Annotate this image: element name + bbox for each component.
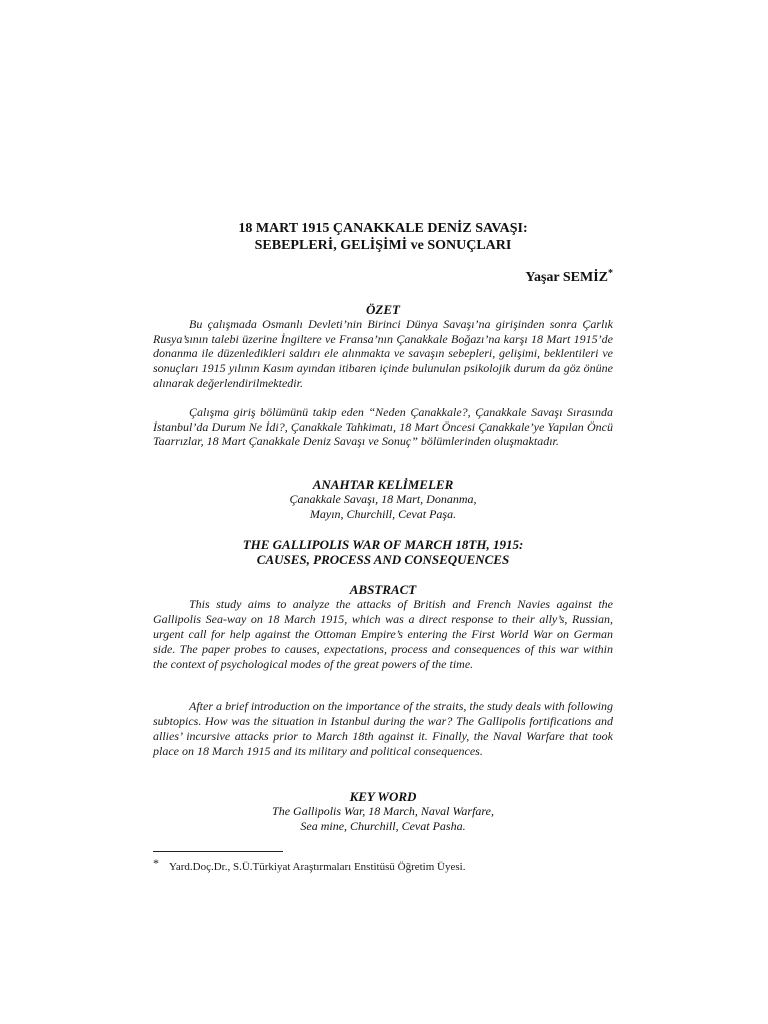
abstract-paragraph-2: After a brief introduction on the importance of the straits, the study deals with following subtopics. How was the situation in Istanbul during the war? The Gallipolis fortifications and allies’ incursive attacks prior to March 18th against it. Finally, the Naval Warfare that took place on 18 March 1915 and its military and political consequences. xyxy=(153,699,613,758)
footnote xyxy=(153,856,466,874)
english-title-line-2: CAUSES, PROCESS AND CONSEQUENCES xyxy=(256,552,510,567)
author-name: Yaşar SEMİZ xyxy=(525,270,608,285)
anahtar-line-2: Mayın, Churchill, Cevat Paşa. xyxy=(309,507,457,521)
title-line-2: SEBEPLERİ, GELİŞİMİ ve SONUÇLARI xyxy=(254,238,512,253)
footnote-mark: * xyxy=(153,856,159,870)
anahtar-heading: ANAHTAR KELİMELER xyxy=(312,477,454,492)
title-line-1: 18 MART 1915 ÇANAKKALE DENİZ SAVAŞI: xyxy=(238,221,528,236)
abstract-paragraph-1: This study aims to analyze the attacks of British and French Navies against the Gallipolis Sea-way on 18 March 1915, which was a direct response to their ally’s, Russian, urgent call for help against the Ottoman Empire’s entering the First World War on German side. The paper probes to causes, expectations, process and consequences of this war within the context of psychological modes of the great powers of the time. xyxy=(153,597,613,671)
author-footnote-mark: * xyxy=(608,268,613,279)
keyword-line-1: The Gallipolis War, 18 March, Naval Warfare, xyxy=(272,804,494,818)
ozet-heading: ÖZET xyxy=(366,302,400,317)
article-title xyxy=(153,220,613,254)
keyword-line-2: Sea mine, Churchill, Cevat Pasha. xyxy=(300,819,466,833)
english-title-line-1: THE GALLIPOLIS WAR OF MARCH 18TH, 1915: xyxy=(242,537,524,552)
author xyxy=(525,268,613,286)
keyword-heading: KEY WORD xyxy=(349,789,417,804)
anahtar-line-1: Çanakkale Savaşı, 18 Mart, Donanma, xyxy=(289,492,477,506)
ozet-paragraph-2: Çalışma giriş bölümünü takip eden “Neden Çanakkale?, Çanakkale Savaşı Sırasında İstanbul’da Durum Ne İdi?, Çanakkale Tahkimatı, 18 Mart Öncesi Çanakkale’ye Yapılan Öncü Taarrızlar, 18 Mart Çanakkale Deniz Savaşı ve Sonuç” bölümlerinden oluşmaktadır. xyxy=(153,405,613,449)
english-title xyxy=(153,537,613,567)
abstract-heading: ABSTRACT xyxy=(349,582,417,597)
footnote-text: Yard.Doç.Dr., S.Ü.Türkiyat Araştırmaları Enstitüsü Öğretim Üyesi. xyxy=(169,861,466,873)
footnote-separator xyxy=(153,851,283,852)
ozet-paragraph-1: Bu çalışmada Osmanlı Devleti’nin Birinci Dünya Savaşı’na girişinden sonra Çarlık Rusya’sının talebi üzerine İngiltere ve Fransa’nın Çanakkale Boğazı’na karşı 18 Mart 1915’de donanma ile düzenledikleri saldırı ele alınmakta ve savaşın sebepleri, gelişimi, beklentileri ve sonuçları 1915 yılının Kasım ayından itibaren içinde bulunulan psikolojik durum da göz önüne alınarak değerlendirilmektedir. xyxy=(153,317,613,390)
